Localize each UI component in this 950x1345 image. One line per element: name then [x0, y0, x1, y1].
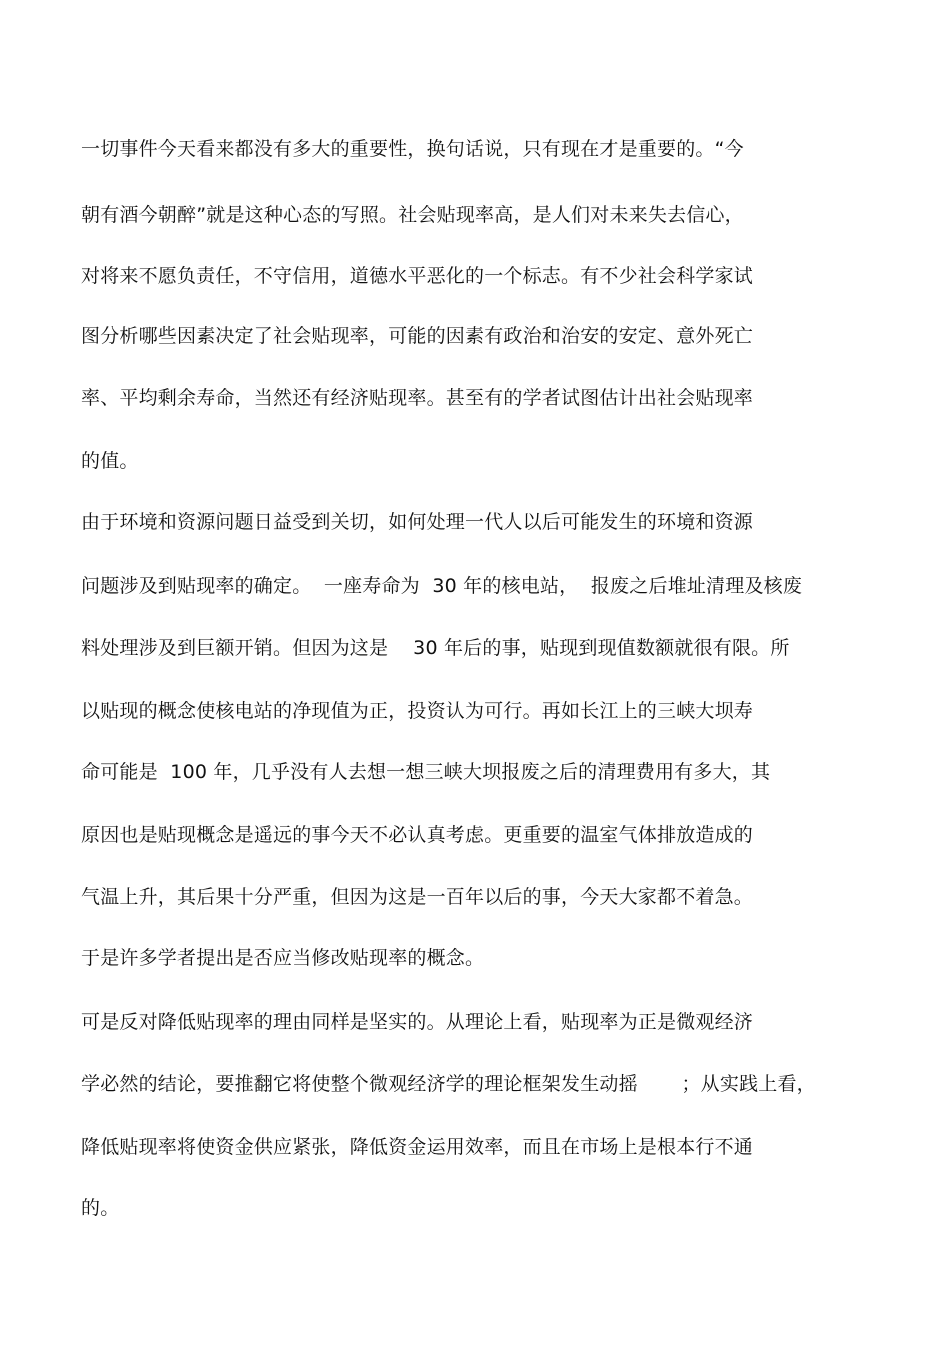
text-line: 的值。: [81, 450, 139, 472]
text-line: 原因也是贴现概念是遥远的事今天不必认真考虑。更重要的温室气体排放造成的: [81, 824, 754, 846]
text-line: 问题涉及到贴现率的确定。 一座寿命为 30 年的核电站， 报废之后堆址清理及核废: [81, 575, 803, 597]
text-line: 于是许多学者提出是否应当修改贴现率的概念。: [81, 947, 485, 969]
text-line: 料处理涉及到巨额开销。但因为这是 30 年后的事，贴现到现值数额就很有限。所: [81, 637, 790, 659]
text-line: 降低贴现率将使资金供应紧张，降低资金运用效率，而且在市场上是根本行不通: [81, 1136, 754, 1158]
text-line: 对将来不愿负责任，不守信用，道德水平恶化的一个标志。有不少社会科学家试: [81, 265, 754, 287]
text-line: 朝有酒今朝醉”就是这种心态的写照。社会贴现率高，是人们对未来失去信心，: [81, 204, 744, 226]
text-line: 的。: [81, 1197, 120, 1219]
text-line: 气温上升，其后果十分严重，但因为这是一百年以后的事，今天大家都不着急。: [81, 886, 754, 908]
text-line: 由于环境和资源问题日益受到关切，如何处理一代人以后可能发生的环境和资源: [81, 511, 754, 533]
text-line: 学必然的结论，要推翻它将使整个微观经济学的理论框架发生动摇 ；从实践上看，: [81, 1073, 816, 1095]
text-line: 以贴现的概念使核电站的净现值为正，投资认为可行。再如长江上的三峡大坝寿: [81, 700, 754, 722]
text-line: 率、平均剩余寿命，当然还有经济贴现率。甚至有的学者试图估计出社会贴现率: [81, 387, 754, 409]
text-line: 命可能是 100 年，几乎没有人去想一想三峡大坝报废之后的清理费用有多大，其: [81, 761, 771, 783]
text-line: 图分析哪些因素决定了社会贴现率，可能的因素有政治和治安的安定、意外死亡: [81, 325, 754, 347]
text-line: 一切事件今天看来都没有多大的重要性，换句话说，只有现在才是重要的。“今: [81, 138, 744, 160]
text-line: 可是反对降低贴现率的理由同样是坚实的。从理论上看，贴现率为正是微观经济: [81, 1011, 754, 1033]
